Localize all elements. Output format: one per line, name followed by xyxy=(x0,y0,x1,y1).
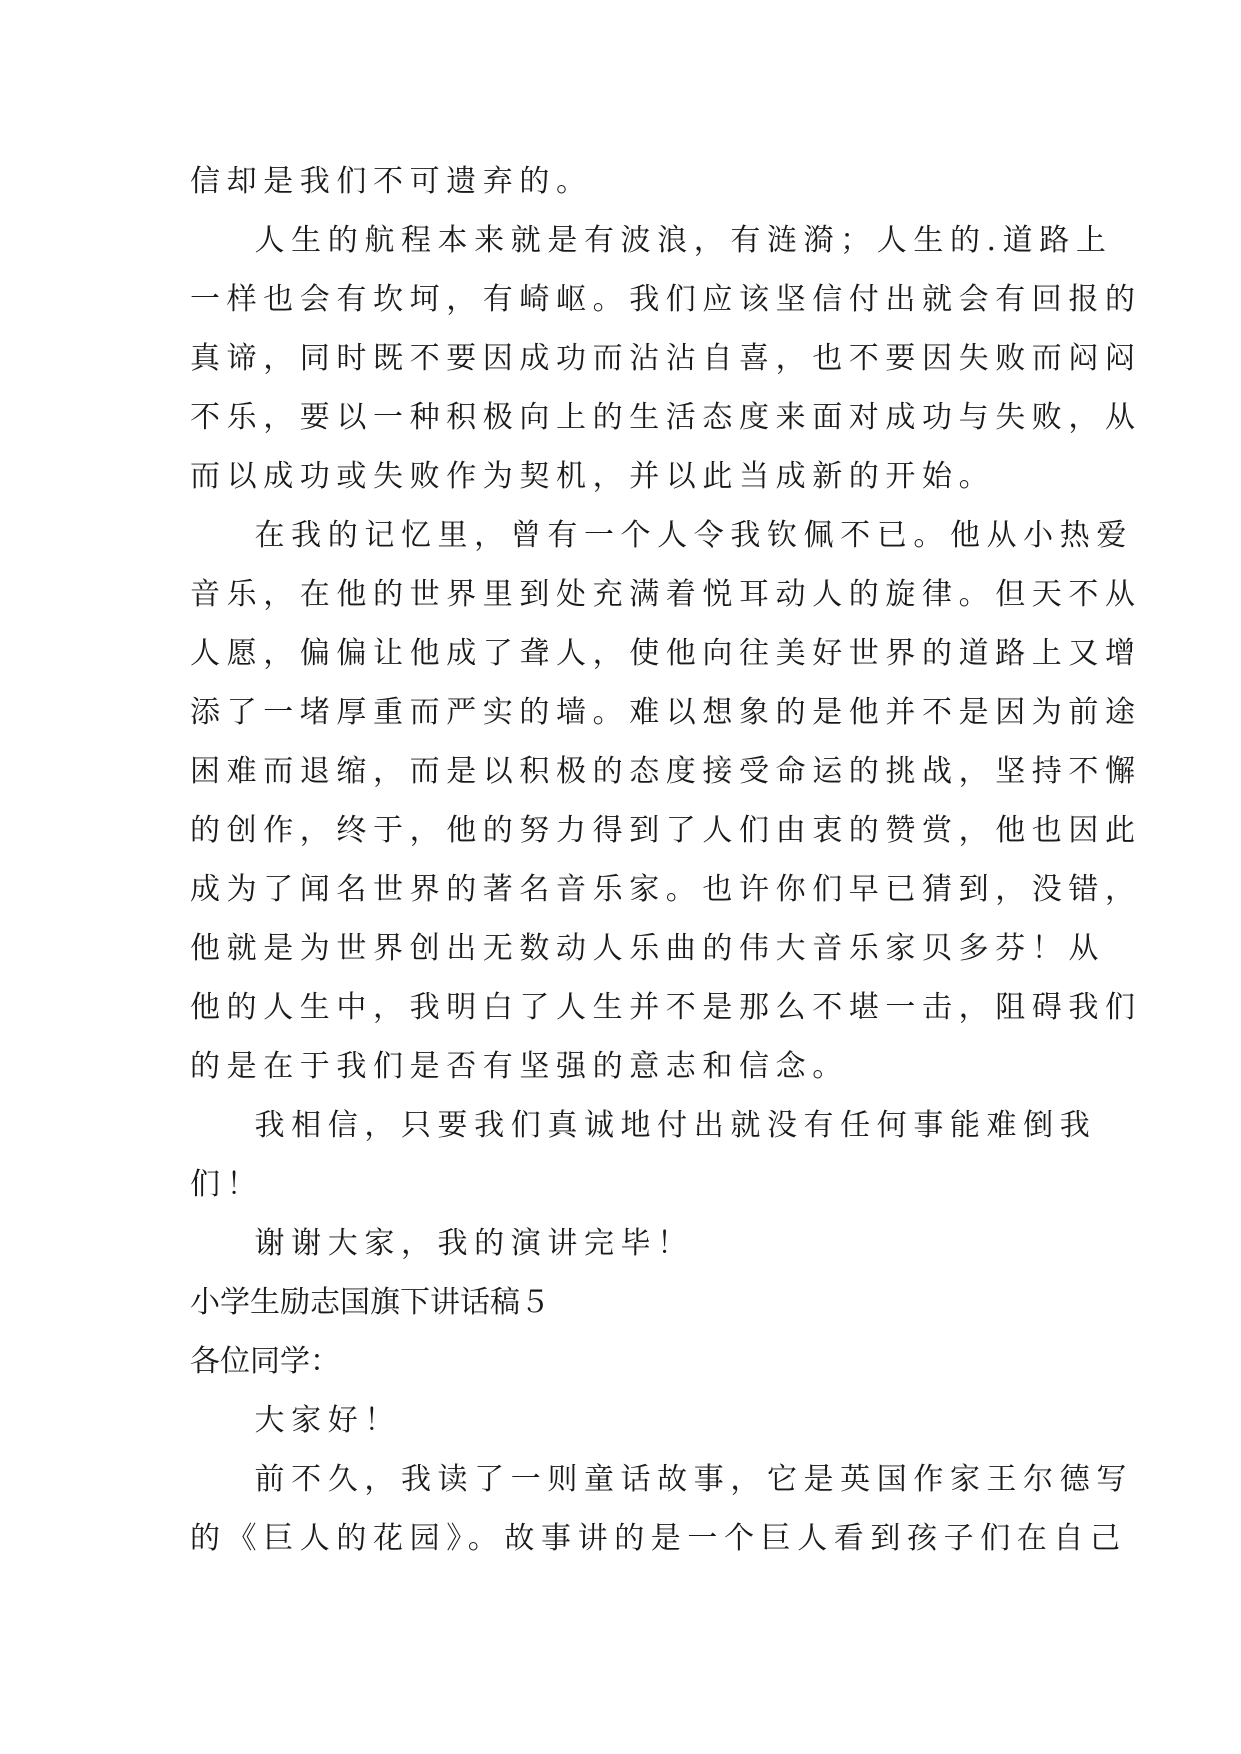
text-line: 的创作，终于，他的努力得到了人们由衷的赞赏，他也因此 xyxy=(190,813,1142,848)
text-line: 的《巨人的花园》。故事讲的是一个巨人看到孩子们在自己 xyxy=(190,1521,1127,1556)
text-body xyxy=(190,152,1142,1568)
text-line: 信却是我们不可遗弃的。 xyxy=(190,164,593,199)
text-line: 人愿，偏偏让他成了聋人，使他向往美好世界的道路上又增 xyxy=(190,636,1142,671)
text-line: 他就是为世界创出无数动人乐曲的伟大音乐家贝多芬！从 xyxy=(190,931,1105,966)
text-line: 前不久，我读了一则童话故事，它是英国作家王尔德写 xyxy=(190,1462,1133,1497)
text-line: 不乐，要以一种积极向上的生活态度来面对成功与失败，从 xyxy=(190,400,1142,435)
text-line: 的是在于我们是否有坚强的意志和信念。 xyxy=(190,1049,849,1084)
text-line: 而以成功或失败作为契机，并以此当成新的开始。 xyxy=(190,459,996,494)
text-line: 困难而退缩，而是以积极的态度接受命运的挑战，坚持不懈 xyxy=(190,754,1142,789)
text-line: 真谛，同时既不要因成功而沾沾自喜，也不要因失败而闷闷 xyxy=(190,341,1142,376)
text-line: 音乐，在他的世界里到处充满着悦耳动人的旋律。但天不从 xyxy=(190,577,1142,612)
text-line: 在我的记忆里，曾有一个人令我钦佩不已。他从小热爱 xyxy=(190,518,1133,553)
text-line: 一样也会有坎坷，有崎岖。我们应该坚信付出就会有回报的 xyxy=(190,282,1142,317)
text-line: 大家好！ xyxy=(190,1403,401,1438)
text-line: 人生的航程本来就是有波浪，有涟漪；人生的.道路上 xyxy=(190,223,1113,258)
section-title: 小学生励志国旗下讲话稿５ xyxy=(190,1285,550,1320)
salutation: 各位同学： xyxy=(190,1344,340,1379)
text-line: 添了一堵厚重而严实的墙。难以想象的是他并不是因为前途 xyxy=(190,695,1142,730)
text-line: 他的人生中，我明白了人生并不是那么不堪一击，阻碍我们 xyxy=(190,990,1142,1025)
text-line: 们！ xyxy=(190,1167,264,1202)
text-line: 成为了闻名世界的著名音乐家。也许你们早已猜到，没错， xyxy=(190,872,1142,907)
text-line: 谢谢大家，我的演讲完毕！ xyxy=(190,1226,694,1261)
text-line: 我相信，只要我们真诚地付出就没有任何事能难倒我 xyxy=(190,1108,1097,1143)
